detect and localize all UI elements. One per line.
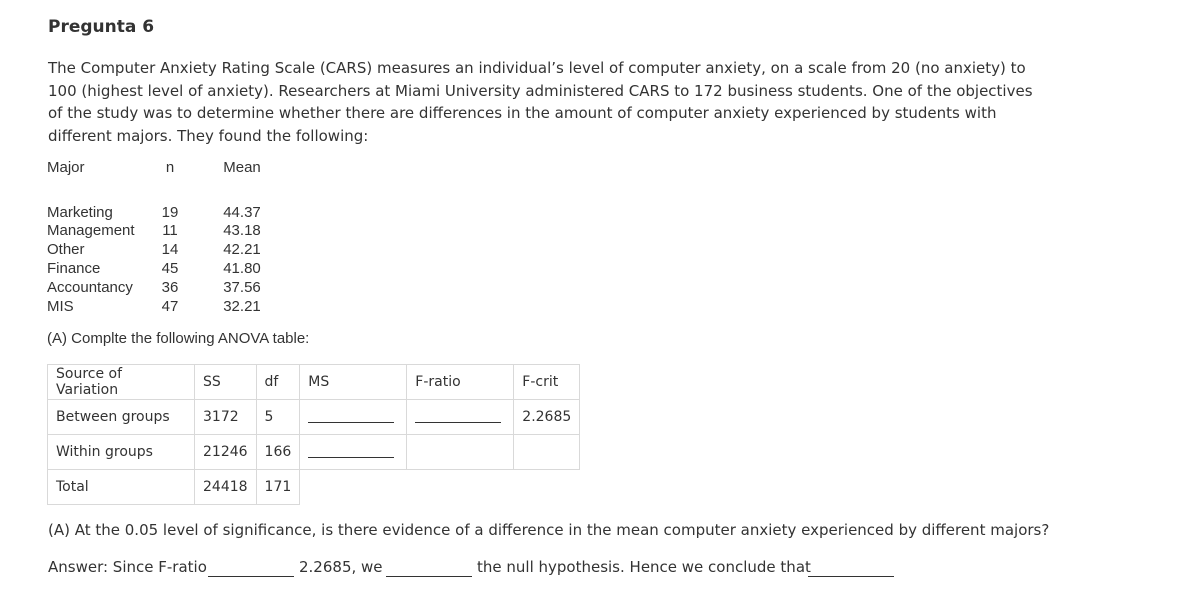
majors-header-mean: Mean bbox=[223, 159, 261, 176]
ms-within-blank[interactable] bbox=[300, 435, 407, 470]
major-n: 19 bbox=[161, 204, 179, 221]
anova-source-cell: Total bbox=[48, 470, 195, 505]
majors-header-n: n bbox=[165, 159, 175, 176]
question-heading: Pregunta 6 bbox=[48, 17, 155, 37]
problem-description: The Computer Anxiety Rating Scale (CARS) measures an individual’s level of computer anxiety, on a scale from 20 (no anxiety) to 100 (highest level of anxiety). Researchers at Miami University administered CARS to 172 business students. One of the objectives of the study was to determine whether there are differences in the amount of computer anxiety experienced by students with different majors. They found the following: bbox=[48, 59, 1033, 145]
majors-header-major: Major bbox=[47, 159, 85, 176]
major-mean: 42.21 bbox=[223, 241, 261, 258]
anova-source-cell: Between groups bbox=[48, 400, 195, 435]
anova-df-cell: 5 bbox=[256, 400, 300, 435]
major-n: 11 bbox=[162, 222, 178, 239]
answer-blank-3[interactable] bbox=[808, 575, 894, 577]
anova-empty-cell bbox=[514, 435, 580, 470]
blank-line bbox=[415, 412, 501, 423]
anova-header-source: Source of Variation bbox=[48, 365, 195, 400]
major-n: 36 bbox=[161, 279, 179, 296]
anova-table bbox=[47, 364, 580, 505]
major-n: 45 bbox=[161, 260, 179, 277]
major-name: Accountancy bbox=[47, 279, 133, 296]
answer-blank-2[interactable] bbox=[386, 575, 472, 577]
major-mean: 37.56 bbox=[223, 279, 261, 296]
major-name: Marketing bbox=[47, 204, 113, 221]
major-name: MIS bbox=[47, 298, 74, 315]
anova-source-cell: Within groups bbox=[48, 435, 195, 470]
significance-question: (A) At the 0.05 level of significance, is there evidence of a difference in the mean computer anxiety experienced by different majors? bbox=[48, 521, 1050, 539]
major-mean: 43.18 bbox=[223, 222, 261, 239]
f-ratio-blank[interactable] bbox=[407, 400, 514, 435]
anova-df-cell: 171 bbox=[256, 470, 300, 505]
anova-ss-cell: 24418 bbox=[195, 470, 257, 505]
ms-between-blank[interactable] bbox=[300, 400, 407, 435]
anova-df-cell: 166 bbox=[256, 435, 300, 470]
blank-line bbox=[308, 447, 394, 458]
anova-empty-cell bbox=[407, 435, 514, 470]
anova-header-df: df bbox=[256, 365, 300, 400]
answer-text-2: 2.2685, we bbox=[299, 558, 383, 576]
major-mean: 32.21 bbox=[223, 298, 261, 315]
anova-empty-cell bbox=[514, 470, 580, 505]
anova-row-between bbox=[48, 400, 580, 435]
anova-header-ss: SS bbox=[195, 365, 257, 400]
anova-f-crit-cell: 2.2685 bbox=[514, 400, 580, 435]
major-name: Management bbox=[47, 222, 135, 239]
anova-empty-cell bbox=[407, 470, 514, 505]
anova-ss-cell: 3172 bbox=[195, 400, 257, 435]
anova-header-f-crit: F-crit bbox=[514, 365, 580, 400]
major-n: 14 bbox=[161, 241, 179, 258]
anova-header-f-ratio: F-ratio bbox=[407, 365, 514, 400]
anova-row-within bbox=[48, 435, 580, 470]
anova-ss-cell: 21246 bbox=[195, 435, 257, 470]
answer-blank-1[interactable] bbox=[208, 575, 294, 577]
major-name: Other bbox=[47, 241, 85, 258]
anova-row-total bbox=[48, 470, 580, 505]
answer-text-3: the null hypothesis. Hence we conclude that bbox=[477, 558, 811, 576]
major-mean: 44.37 bbox=[223, 204, 261, 221]
part-a-label: (A) Complte the following ANOVA table: bbox=[47, 330, 310, 347]
answer-text-1: Answer: Since F-ratio bbox=[48, 558, 207, 576]
anova-header-ms: MS bbox=[300, 365, 407, 400]
major-name: Finance bbox=[47, 260, 101, 277]
anova-empty-cell bbox=[300, 470, 407, 505]
major-mean: 41.80 bbox=[223, 260, 261, 277]
major-n: 47 bbox=[161, 298, 179, 315]
anova-header-row bbox=[48, 365, 580, 400]
blank-line bbox=[308, 412, 394, 423]
